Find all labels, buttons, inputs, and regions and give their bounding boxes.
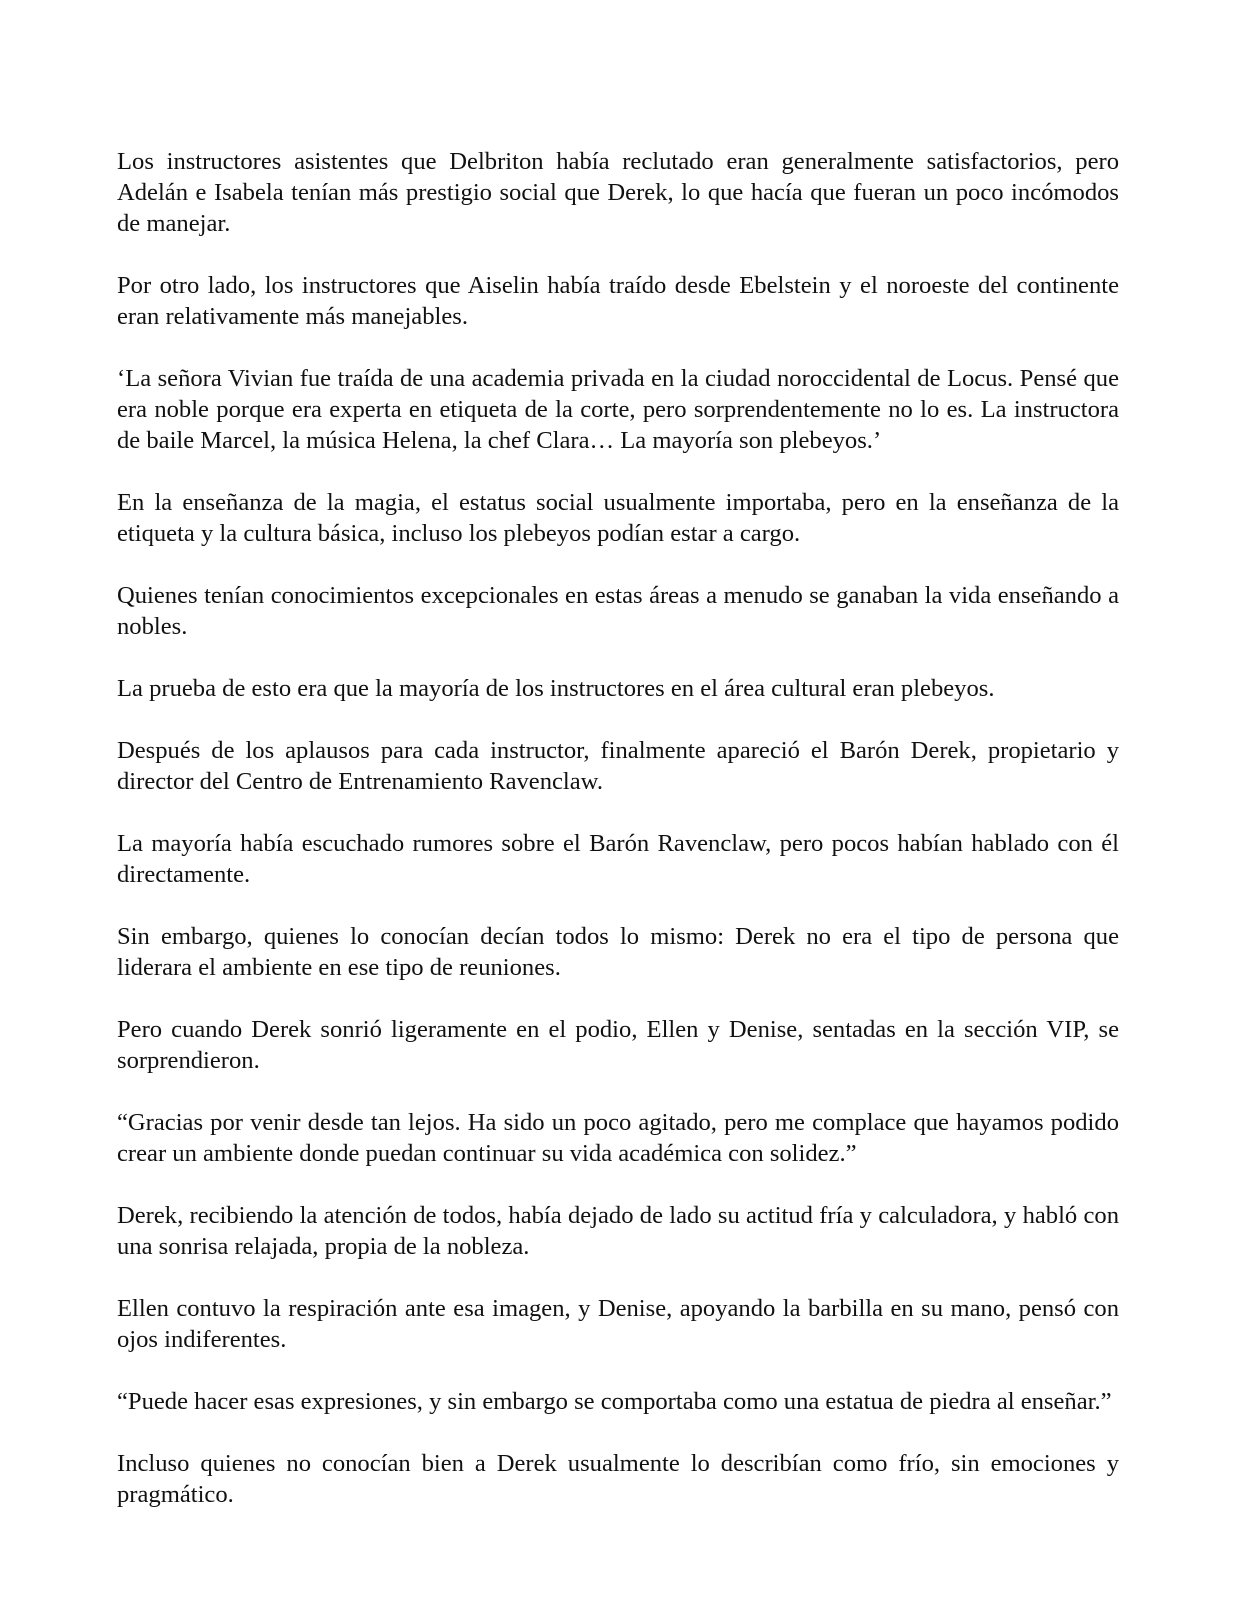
paragraph: Quienes tenían conocimientos excepcionales en estas áreas a menudo se ganaban la vida enseñando a nobles.	[117, 582, 1119, 640]
paragraph: Ellen contuvo la respiración ante esa imagen, y Denise, apoyando la barbilla en su mano, pensó con ojos indiferentes.	[117, 1295, 1119, 1353]
paragraph: Incluso quienes no conocían bien a Derek usualmente lo describían como frío, sin emociones y pragmático.	[117, 1450, 1119, 1508]
paragraph: ‘La señora Vivian fue traída de una academia privada en la ciudad noroccidental de Locus. Pensé que era noble porque era experta en etiqueta de la corte, pero sorprendentemente no lo es. La instructora de baile Marcel, la música Helena, la chef Clara… La mayoría son plebeyos.’	[117, 365, 1119, 454]
paragraph: Después de los aplausos para cada instructor, finalmente apareció el Barón Derek, propietario y director del Centro de Entrenamiento Ravenclaw.	[117, 737, 1119, 795]
paragraph: En la enseñanza de la magia, el estatus social usualmente importaba, pero en la enseñanza de la etiqueta y la cultura básica, incluso los plebeyos podían estar a cargo.	[117, 489, 1119, 547]
paragraph: “Gracias por venir desde tan lejos. Ha sido un poco agitado, pero me complace que hayamos podido crear un ambiente donde puedan continuar su vida académica con solidez.”	[117, 1109, 1119, 1167]
paragraph: “Puede hacer esas expresiones, y sin embargo se comportaba como una estatua de piedra al enseñar.”	[117, 1388, 1112, 1415]
paragraph: Por otro lado, los instructores que Aiselin había traído desde Ebelstein y el noroeste del continente eran relativamente más manejables.	[117, 272, 1119, 330]
paragraph: La prueba de esto era que la mayoría de los instructores en el área cultural eran plebeyos.	[117, 675, 995, 702]
paragraph: Sin embargo, quienes lo conocían decían todos lo mismo: Derek no era el tipo de persona que liderara el ambiente en ese tipo de reuniones.	[117, 923, 1119, 981]
paragraph: Los instructores asistentes que Delbriton había reclutado eran generalmente satisfactorios, pero Adelán e Isabela tenían más prestigio social que Derek, lo que hacía que fueran un poco incómodos de manejar.	[117, 148, 1119, 237]
paragraph: La mayoría había escuchado rumores sobre el Barón Ravenclaw, pero pocos habían hablado con él directamente.	[117, 830, 1119, 888]
paragraph: Derek, recibiendo la atención de todos, había dejado de lado su actitud fría y calculadora, y habló con una sonrisa relajada, propia de la nobleza.	[117, 1202, 1119, 1260]
document-page	[117, 146, 1119, 1510]
paragraph: Pero cuando Derek sonrió ligeramente en el podio, Ellen y Denise, sentadas en la sección VIP, se sorprendieron.	[117, 1016, 1119, 1074]
